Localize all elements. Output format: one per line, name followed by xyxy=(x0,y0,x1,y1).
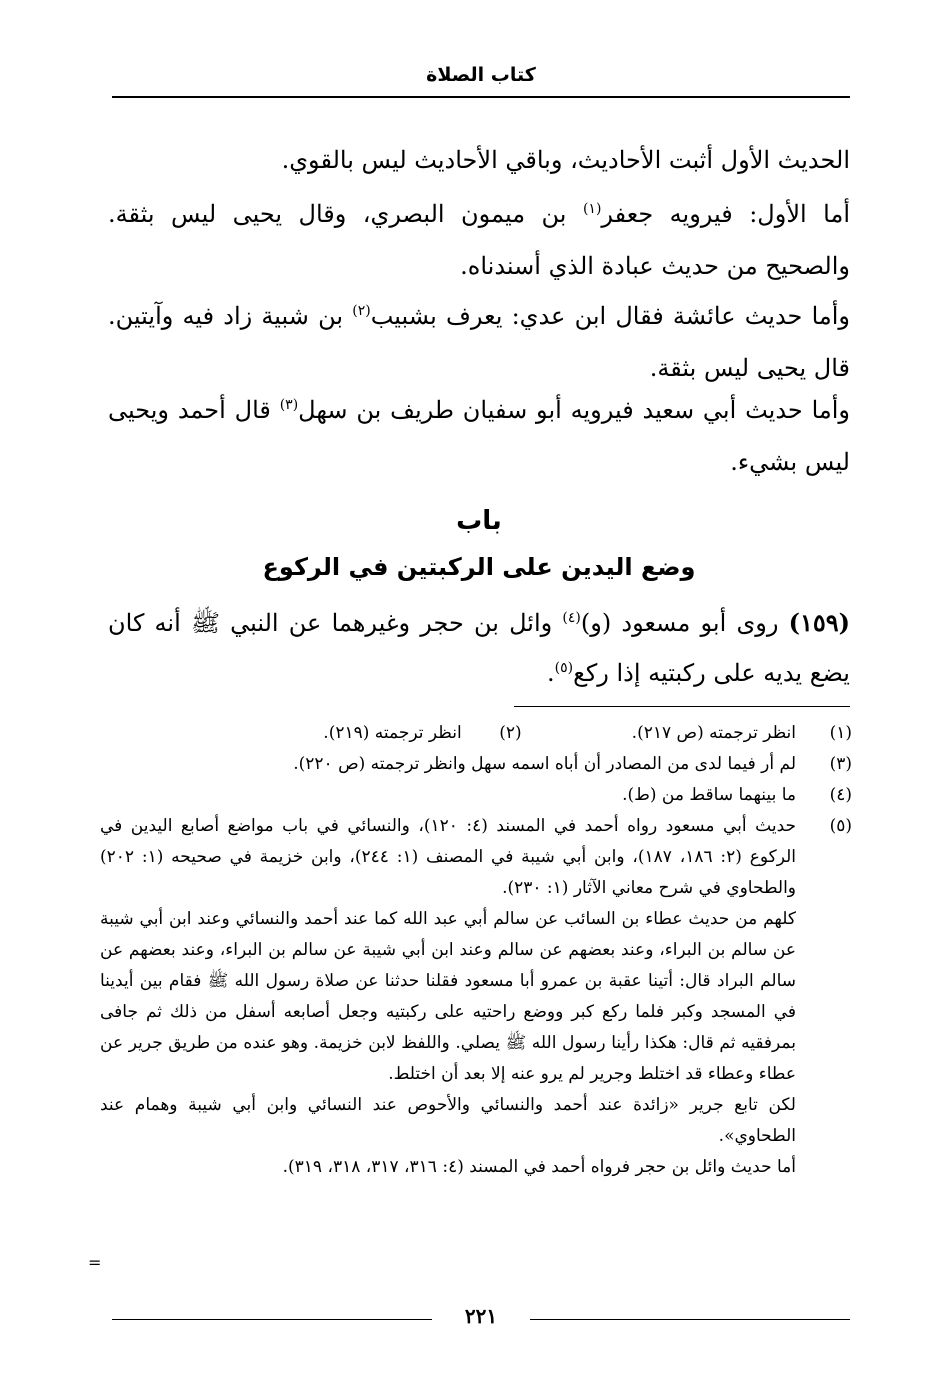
footnote-ref-1: (١) xyxy=(582,201,602,217)
paragraph-3 xyxy=(108,290,850,394)
header-rule xyxy=(112,96,850,98)
footnote-number: (٥) xyxy=(829,816,852,836)
paragraph-4 xyxy=(108,384,850,488)
continuation-mark: = xyxy=(88,1253,102,1272)
footnote-2-text: انظر ترجمته (٢١٩). xyxy=(323,723,462,743)
footnote-5-continuation-1: كلهم من حديث عطاء بن السائب عن سالم أبي عبد الله كما عند أحمد والنسائي وعند ابن أبي شيبة عن سالم بن البراء، وعند بعضهم عن سالم وعند ابن أبي شيبة عن سالم بن البراء، وعند بعضهم عن سالم البراد قال: أتينا عقبة بن عمرو أبا مسعود فقلنا حدثنا عن صلاة رسول الله ﷺ فقام بين أيدينا في المسجد وكبر فلما ركع كبر ووضع راحتيه على ركبتيه وجعل أصابعه أسفل من ذلك ثم جافى بمرفقيه ثم قال: هكذا رأينا رسول الله ﷺ يصلي. واللفظ لابن خزيمة. وهو عنده من طريق جرير عن عطاء وعطاء قد اختلط وجرير لم يرو عنه إلا بعد أن اختلط. xyxy=(100,909,796,1084)
chapter-title: باب xyxy=(456,506,502,536)
footnote-ref-2: (٢) xyxy=(352,303,371,319)
hadith-number: (١٥٩) xyxy=(788,608,850,637)
hadith-text-a: روى أبو مسعود (و) xyxy=(580,609,789,637)
footnote-text xyxy=(100,718,796,749)
paragraph-2-text-a: أما الأول: فيرويه جعفر xyxy=(601,200,850,228)
footnote-5-continuation-2: لكن تابع جرير «زائدة عند أحمد والنسائي والأحوص عند النسائي وابن أبي شيبة وهمام عند الطحاوي». xyxy=(100,1095,796,1146)
footnote-number: (٤) xyxy=(829,785,852,805)
paragraph-3-text-a: وأما حديث عائشة فقال ابن عدي: يعرف بشبيب xyxy=(370,302,851,330)
footnote-ref-4: (٤) xyxy=(562,610,581,626)
paragraph-2-text-b: بن ميمون البصري، وقال يحيى ليس بثقة. والصحيح من حديث عبادة الذي أسندناه. xyxy=(108,200,850,280)
footnote-number: (٣) xyxy=(829,754,852,774)
footnote-number: (١) xyxy=(829,723,852,743)
footnote-5-text: حديث أبي مسعود رواه أحمد في المسند (٤: ١٢٠)، والنسائي في باب مواضع أصابع اليدين في الركوع (٢: ١٨٦، ١٨٧)، وابن أبي شيبة في المصنف (١: ٢٤٤)، وابن خزيمة في صحيحه (١: ٢٠٢) والطحاوي في شرح معاني الآثار (١: ٢٣٠). xyxy=(100,816,797,898)
hadith-paragraph xyxy=(108,598,850,698)
paragraph-4-text-b: قال أحمد ويحيى ليس بشيء. xyxy=(108,396,850,476)
running-header xyxy=(112,62,850,100)
paragraph-4-text-a: وأما حديث أبي سعيد فيرويه أبو سفيان طريف بن سهل xyxy=(298,396,851,424)
footnote-3-text: لم أر فيما لدى من المصادر أن أباه اسمه سهل وانظر ترجمته (ص ٢٢٠). xyxy=(293,754,796,774)
footer-rule-right xyxy=(530,1319,850,1320)
header-title: كتاب الصلاة xyxy=(426,64,536,86)
footnote-5-continuation-3: أما حديث وائل بن حجر فرواه أحمد في المسند (٤: ٣١٦، ٣١٧، ٣١٨، ٣١٩). xyxy=(282,1157,796,1177)
footnote-row-4 xyxy=(100,780,852,811)
paragraph-1-text: الحديث الأول أثبت الأحاديث، وباقي الأحاديث ليس بالقوي. xyxy=(281,146,850,174)
footnote-separator xyxy=(514,706,850,707)
footnote-ref-5: (٥) xyxy=(554,660,574,676)
paragraph-3-text-b: بن شبية زاد فيه وآيتين. قال يحيى ليس بثقة. xyxy=(108,302,850,382)
hadith-text-b: وائل بن حجر وغيرهما عن النبي ﷺ أنه كان يضع يديه على ركبتيه إذا ركع xyxy=(108,609,850,687)
footnote-ref-3: (٣) xyxy=(279,397,299,413)
footnote-4-text: ما بينهما ساقط من (ط). xyxy=(622,785,796,805)
hadith-text-c: . xyxy=(546,659,555,687)
paragraph-2 xyxy=(108,188,850,292)
chapter-subtitle: وضع اليدين على الركبتين في الركوع xyxy=(262,553,696,581)
paragraph-1 xyxy=(108,134,850,186)
footnote-row-3 xyxy=(100,749,852,780)
footnote-1-text: انظر ترجمته (ص ٢١٧). xyxy=(631,723,796,743)
page-footer xyxy=(112,1304,850,1334)
page-number: ٢٢١ xyxy=(464,1304,498,1328)
footnotes-block xyxy=(100,718,852,1183)
footnote-row-1-2 xyxy=(100,718,852,749)
footnote-row-5 xyxy=(100,811,852,904)
footnote-number: (٢) xyxy=(499,723,522,743)
